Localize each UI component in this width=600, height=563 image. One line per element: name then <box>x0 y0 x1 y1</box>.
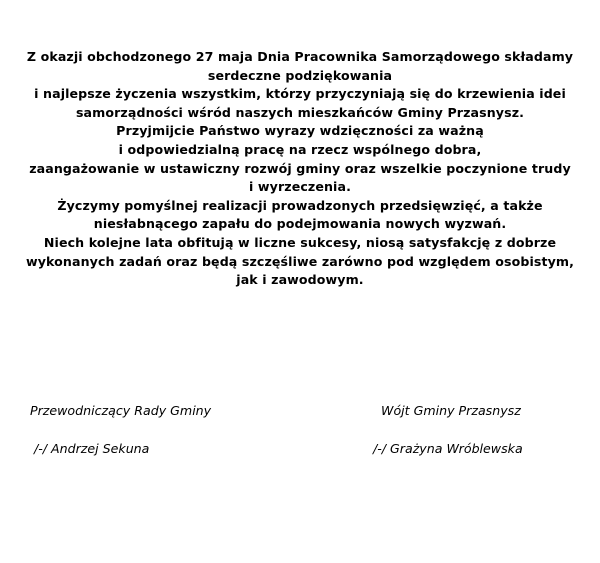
signature-right-title: Wójt Gminy Przasnysz <box>381 403 521 418</box>
letter-line: samorządności wśród naszych mieszkańców Gminy Przasnysz. <box>75 104 525 120</box>
letter-line: Z okazji obchodzonego 27 maja Dnia Pracownika Samorządowego składamy <box>26 49 574 64</box>
letter-line: i odpowiedzialną pracę na rzecz wspólnego dobra, <box>118 141 482 157</box>
letter-line: Przyjmijcie Państwo wyrazy wdzięczności za ważną <box>116 123 484 139</box>
signature-left-title: Przewodniczący Rady Gminy <box>30 403 212 418</box>
letter-line: Niech kolejne lata obfitują w liczne sukcesy, niosą satysfakcję z dobrze <box>43 234 557 250</box>
letter-line: Życzymy pomyślnej realizacji prowadzonych przedsięwzięć, a także <box>57 197 543 213</box>
letter-line: serdeczne podziękowania <box>207 67 393 83</box>
letter-line: i najlepsze życzenia wszystkim, którzy przyczyniają się do krzewienia idei <box>34 86 566 102</box>
letter-line: i wyrzeczenia. <box>249 179 351 195</box>
letter-line: wykonanych zadań oraz będą szczęśliwe zarówno pod względem osobistym, <box>25 253 575 269</box>
signature-left-name: /-/ Andrzej Sekuna <box>34 441 150 456</box>
letter-line: jak i zawodowym. <box>236 272 364 288</box>
letter-line: niesłabnącego zapału do podejmowania nowych wyzwań. <box>93 216 507 232</box>
signature-right-name: /-/ Grażyna Wróblewska <box>373 441 523 456</box>
letter-line: zaangażowanie w ustawiczny rozwój gminy oraz wszelkie poczynione trudy <box>29 160 571 176</box>
letter-body <box>0 48 600 290</box>
